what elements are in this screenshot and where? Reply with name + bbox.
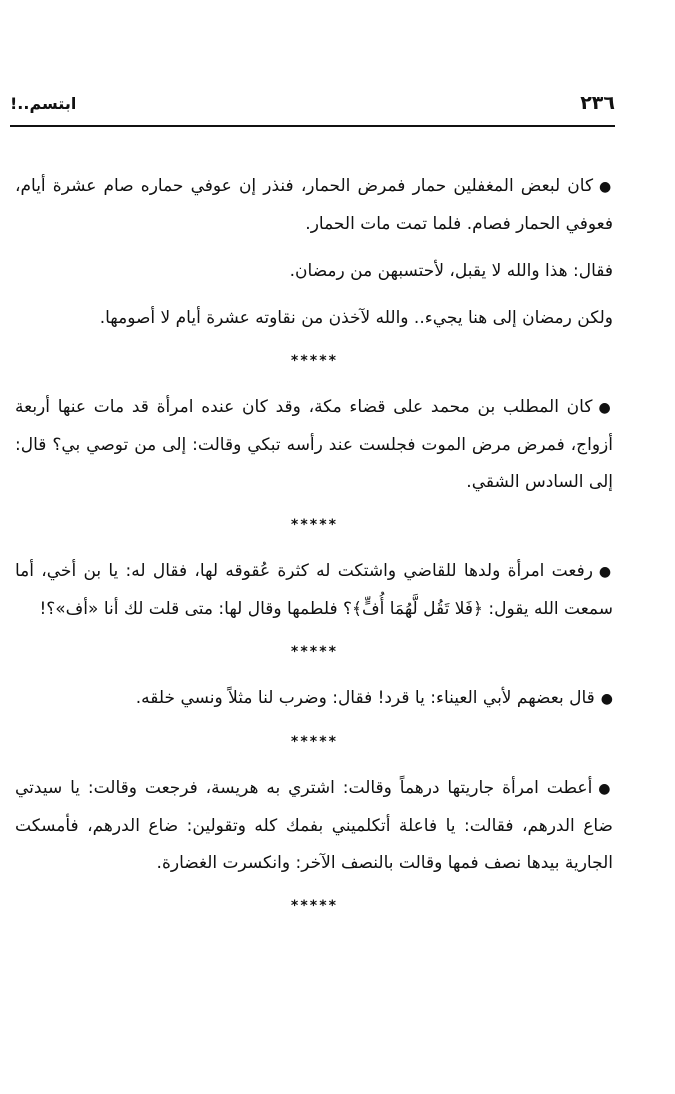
story-paragraph bbox=[15, 300, 613, 337]
section-separator: ***** bbox=[290, 644, 338, 660]
story-text: قال بعضهم لأبي العيناء: يا قرد! فقال: وضرب لنا مثلاً ونسي خلقه. bbox=[135, 688, 595, 708]
story-text: ولكن رمضان إلى هنا يجيء.. والله لآخذن من نقاوته عشرة أيام لا أصومها. bbox=[99, 308, 613, 328]
story-text: كان لبعض المغفلين حمار فمرض الحمار، فنذر إن عوفي حماره صام عشرة أيام، فعوفي الحمار فصام. فلما تمت مات الحمار. bbox=[15, 176, 613, 234]
story-paragraph bbox=[15, 680, 613, 718]
page-header bbox=[10, 92, 615, 122]
header-rule bbox=[10, 125, 615, 127]
bullet-icon: ● bbox=[598, 781, 613, 797]
section-separator: ***** bbox=[290, 734, 338, 750]
story-text: كان المطلب بن محمد على قضاء مكة، وقد كان عنده امرأة قد مات عنها أربعة أزواج، فمرض مرض الموت فجلست عند رأسه تبكي وقالت: إلى من توصي بي؟ قال: إلى السادس الشقي. bbox=[15, 397, 613, 492]
running-title: ابتسم..! bbox=[10, 94, 77, 113]
bullet-icon: ● bbox=[600, 691, 613, 707]
page-body bbox=[15, 168, 613, 934]
section-separator: ***** bbox=[290, 517, 338, 533]
bullet-icon: ● bbox=[598, 400, 614, 416]
story-text: فقال: هذا والله لا يقبل، لأحتسبهن من رمضان. bbox=[289, 261, 613, 281]
section-separator: ***** bbox=[290, 353, 338, 369]
story-paragraph bbox=[15, 389, 613, 501]
bullet-icon: ● bbox=[599, 179, 613, 195]
page-number: ٢٣٦ bbox=[580, 92, 615, 114]
story-paragraph bbox=[15, 253, 613, 290]
story-paragraph bbox=[15, 770, 613, 882]
story-paragraph bbox=[15, 553, 613, 628]
story-paragraph bbox=[15, 168, 613, 243]
story-text: رفعت امرأة ولدها للقاضي واشتكت له كثرة عُقوقه لها، فقال له: يا بن أخي، أما سمعت الله يقول: ﴿فَلا تَقُل لَّهُمَا أُفٍّ﴾؟ فلطمها وقال لها: متى قلت لك أنا «أف»؟! bbox=[15, 561, 613, 619]
section-separator: ***** bbox=[290, 898, 338, 914]
story-text: أعطت امرأة جاريتها درهماً وقالت: اشتري به هريسة، فرجعت وقالت: يا سيدتي ضاع الدرهم، فقالت: يا فاعلة أتكلميني بفمك كله وتقولين: ضاع الدرهم، فأمسكت الجارية بيدها نصف فمها وقالت بالنصف الآخر: وانكسرت الغضارة. bbox=[15, 778, 613, 873]
bullet-icon: ● bbox=[598, 564, 613, 580]
